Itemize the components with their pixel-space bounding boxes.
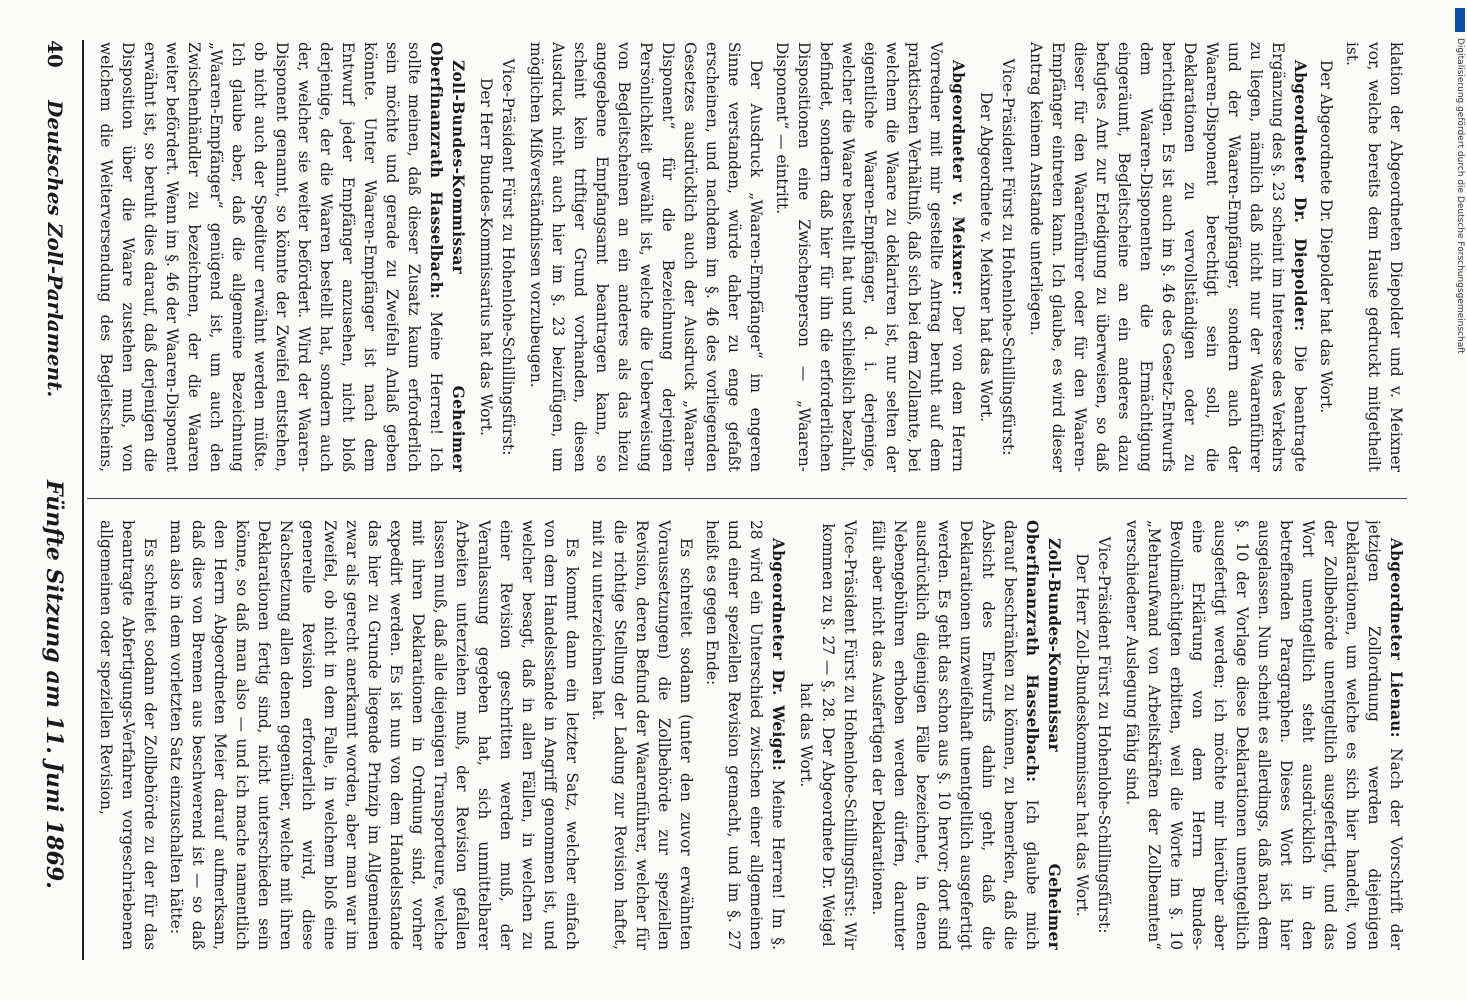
header-rule <box>82 40 84 960</box>
page-header <box>35 40 75 940</box>
speech-paragraph <box>1025 42 1311 472</box>
speaker-name: Abgeordneter Lienau: <box>1387 538 1405 738</box>
speaker-name: Abgeordneter Dr. Weigel: <box>769 538 787 771</box>
digitization-note: Digitalisierung gefördert durch die Deutsche Forschungsgemeinschaft <box>1455 38 1465 354</box>
text-paragraph: Es schreitet sodann (unter den zuvor erwähnten Voraussetzungen) die Zollbehörde zur speziellen Revision, deren Befund der Waarenführer, welcher für die richtige Stellung der Ladung zur Revision haftet, mit zu unterzeichnen hat. <box>589 520 695 950</box>
speech-paragraph <box>867 520 1065 950</box>
dfg-logo <box>1455 8 1465 32</box>
speech-text: Meine Herren! Im §. 28 wird ein Unterschied zwischen einer allgemeinen und einer speziellen Revision gemacht, und im §. 27 heißt es gegen Ende: <box>703 520 787 950</box>
speech-text: Die beantragte Ergänzung des §. 23 scheint im Interesse des Verkehrs zu liegen, nämlich daß nicht nur der Waarenführer und der Waaren-Empfänger, sondern auch der Waaren-Disponent berechtigt sein soll, die Deklarationen zu vervollständigen oder zu berichtigen. Es ist auch im §. 46 des Gesetz-Entwurfs dem Waaren-Disponenten die Ermächtigung eingeräumt, Begleitscheine an ein anderes dazu befugtes Amt zur Erledigung zu überweisen, so daß dieser für den Waarenführer oder für den Waaren-Empfänger eintreten kann. Ich glaube, es wird dieser Antrag keinem Anstande unterliegen. <box>1027 42 1309 472</box>
speaker-name: Zoll-Bundes-Kommissar Geheimer Oberfinanzrath Hasselbach: <box>427 42 467 472</box>
speaker-name: Abgeordneter v. Meixner: <box>949 60 967 296</box>
speech-paragraph <box>701 520 789 950</box>
text-paragraph: Der Abgeordnete Dr. Diepolder hat das Wort. <box>1317 60 1335 414</box>
speech-text: Ich glaube mich darauf beschränken zu können, zu bemerken, daß die Absicht des Entwurfs dahin geht, daß die Deklarationen unzweifelhaft unentgeltlich ausgefertigt werden. Es geht das schon aus §. 10 hervor; dort sind ausdrücklich diejenigen Fälle bezeichnet, in denen Nebengebühren erhoben werden dürfen, darunter fällt aber nicht das Ausfertigen der Deklarationen. <box>869 520 1041 950</box>
left-column <box>92 42 1407 472</box>
column-divider <box>87 498 1407 499</box>
speaker-name: Zoll-Bundes-Kommissar Geheimer Oberfinanzrath Hasselbach: <box>1023 520 1063 950</box>
speaker-name: Abgeordneter Dr. Diepolder: <box>1291 60 1309 332</box>
text-paragraph: Es schreitet sodann der Zollbehörde zu der für das beantragte Abfertigungs-Verfahren vorgeschriebenen allgemeinen oder speziellen Revision, <box>97 520 159 950</box>
speech-paragraph <box>771 42 969 472</box>
text-paragraph: klation der Abgeordneten Diepolder und v. Meixner vor, welche bereits dem Hause gedruckt mitgetheilt ist. <box>1343 42 1405 472</box>
right-column <box>92 520 1407 950</box>
centered-line: Vice-Präsident Fürst zu Hohenlohe-Schillingsfürst: Der Herr Zoll-Bundeskommissar hat das Wort. <box>1073 536 1113 934</box>
centered-line: Vice-Präsident Fürst zu Hohenlohe-Schillingsfürst: Der Herr Bundes-Kommissarius hat das Wort. <box>477 58 517 456</box>
running-title-right: Fünfte Sitzung am 11. Juni 1869. <box>41 480 67 889</box>
speech-text: Der von dem Herrn Vorredner mit mir gestellte Antrag beruht auf dem praktischen Verhältniß, daß sich bei dem Zollamte, bei welchem die Waare zu deklariren ist, nur selten der eigentliche Waaren-Empfänger, d. i. derjenige, welcher die Waare bestellt hat und schließlich bezahlt, befindet, sondern daß hier für ihn die erforderlichen Dispositionen eine Zwischenperson — „Waaren-Disponent“ — eintritt. <box>773 42 967 472</box>
running-title-left: Deutsches Zoll-Parlament. <box>43 100 67 398</box>
page-number: 40 <box>43 40 67 68</box>
text-paragraph: Es kommt dann ein letzter Satz, welcher einfach von dem Handelsstande in Angriff genommen ist, und welcher besagt, daß in allen Fällen, in welchen zu einer Revision geschritten werden muß, der Veranlassung gegeben hat, sich unmittelbarer Arbeiten unterziehen muß, der Revision gefallen lassen muß, daß alle diejenigen Transporteure, welche mit ihren Deklarationen in Ordnung sind, vorher expedirt werden. Es ist nun von dem Handelsstande das hier zu Grunde liegende Prinzip im Allgemeinen zwar als gerecht anerkannt worden, aber man war im Zweifel, ob nicht in dem Falle, in welchem bloß eine generelle Revision erforderlich wird, diese Nachsetzung allen denen gegenüber, welche mit ihren Deklarationen fertig sind, nicht unterschieden sein könne, so daß man also — und ich mache namentlich den Herrn Abgeordneten Meier darauf aufmerksam, daß dies von Bremen aus beschwerend ist — so daß man also in dem vorletzten Satz einzuschalten hätte: <box>167 520 581 950</box>
speech-text: Meine Herren! Ich sollte meinen, daß dieser Zusatz kaum erforderlich sein möchte und gerade zu Zweifeln Anlaß geben könnte. Unter Waaren-Empfänger ist nach dem Entwurf jeder Empfänger anzusehen, nicht bloß derjenige, der die Waaren bestellt hat, sondern auch der, welcher sie weiter befördert. Wird der Waaren-Disponent genannt, so könnte der Zweifel entstehen, ob nicht auch der Spediteur erwähnt werden müßte. Ich glaube aber, daß die allgemeine Bezeichnung „Waaren-Empfänger“ genügend ist, um auch den Zwischenhändler zu bezeichnen, der die Waaren weiter befördert. Wenn im §. 46 der Waaren-Disponent erwähnt ist, so beruht dies darauf, daß derjenigen die Disposition über die Waare zustehen muß, von welchem die Weiterversendung des Begleitscheins, <box>97 42 445 472</box>
centered-line: Vice-Präsident Fürst zu Hohenlohe-Schillingsfürst: Wir kommen zu §. 27 — §. 28. Der Abgeordnete Dr. Weigel hat das Wort. <box>797 520 859 950</box>
centered-line: Vice-Präsident Fürst zu Hohenlohe-Schillingsfürst: Der Abgeordnete v. Meixner hat das Wort. <box>977 58 1017 456</box>
speech-paragraph <box>1121 520 1407 950</box>
speech-text: Nach der Vorschrift der jetzigen Zollordnung werden diejenigen Deklarationen, um welche es sich hier handelt, von der Zollbehörde unentgeltlich ausgefertigt, und das Wort unentgeltlich steht ausdrücklich in den betreffenden Paragraphen. Dieses Wort ist hier ausgelassen. Nun scheint es allerdings, daß nach dem §. 10 der Vorlage diese Deklarationen unentgeltlich ausgefertigt werden; ich möchte mir hierüber aber eine Erklärung von dem Herrn Bundes-Bevollmächtigten erbitten, weil die Worte im §. 10 „Mehraufwand von Arbeitskräften der Zollbeamten“ verschiedener Auslegung fähig sind. <box>1123 520 1405 950</box>
speech-paragraph <box>92 42 469 472</box>
text-paragraph: Der Ausdruck „Waaren-Empfänger“ im engeren Sinne verstanden, würde daher zu enge gefaßt erscheinen, und nachdem im §. 46 des vorliegenden Gesetzes ausdrücklich auch der Ausdruck „Waaren-Disponent“ für die Bezeichnung derjenigen Persönlichkeit gewählt ist, welche die Ueberweisung von Begleitscheinen an ein anderes als das hiezu angegebene Empfangsamt beantragen kann, so scheint kein triftiger Grund vorhanden, diesen Ausdruck nicht auch hier im §. 23 beizufügen, um möglichen Mißverständnissen vorzubeugen. <box>527 42 765 472</box>
